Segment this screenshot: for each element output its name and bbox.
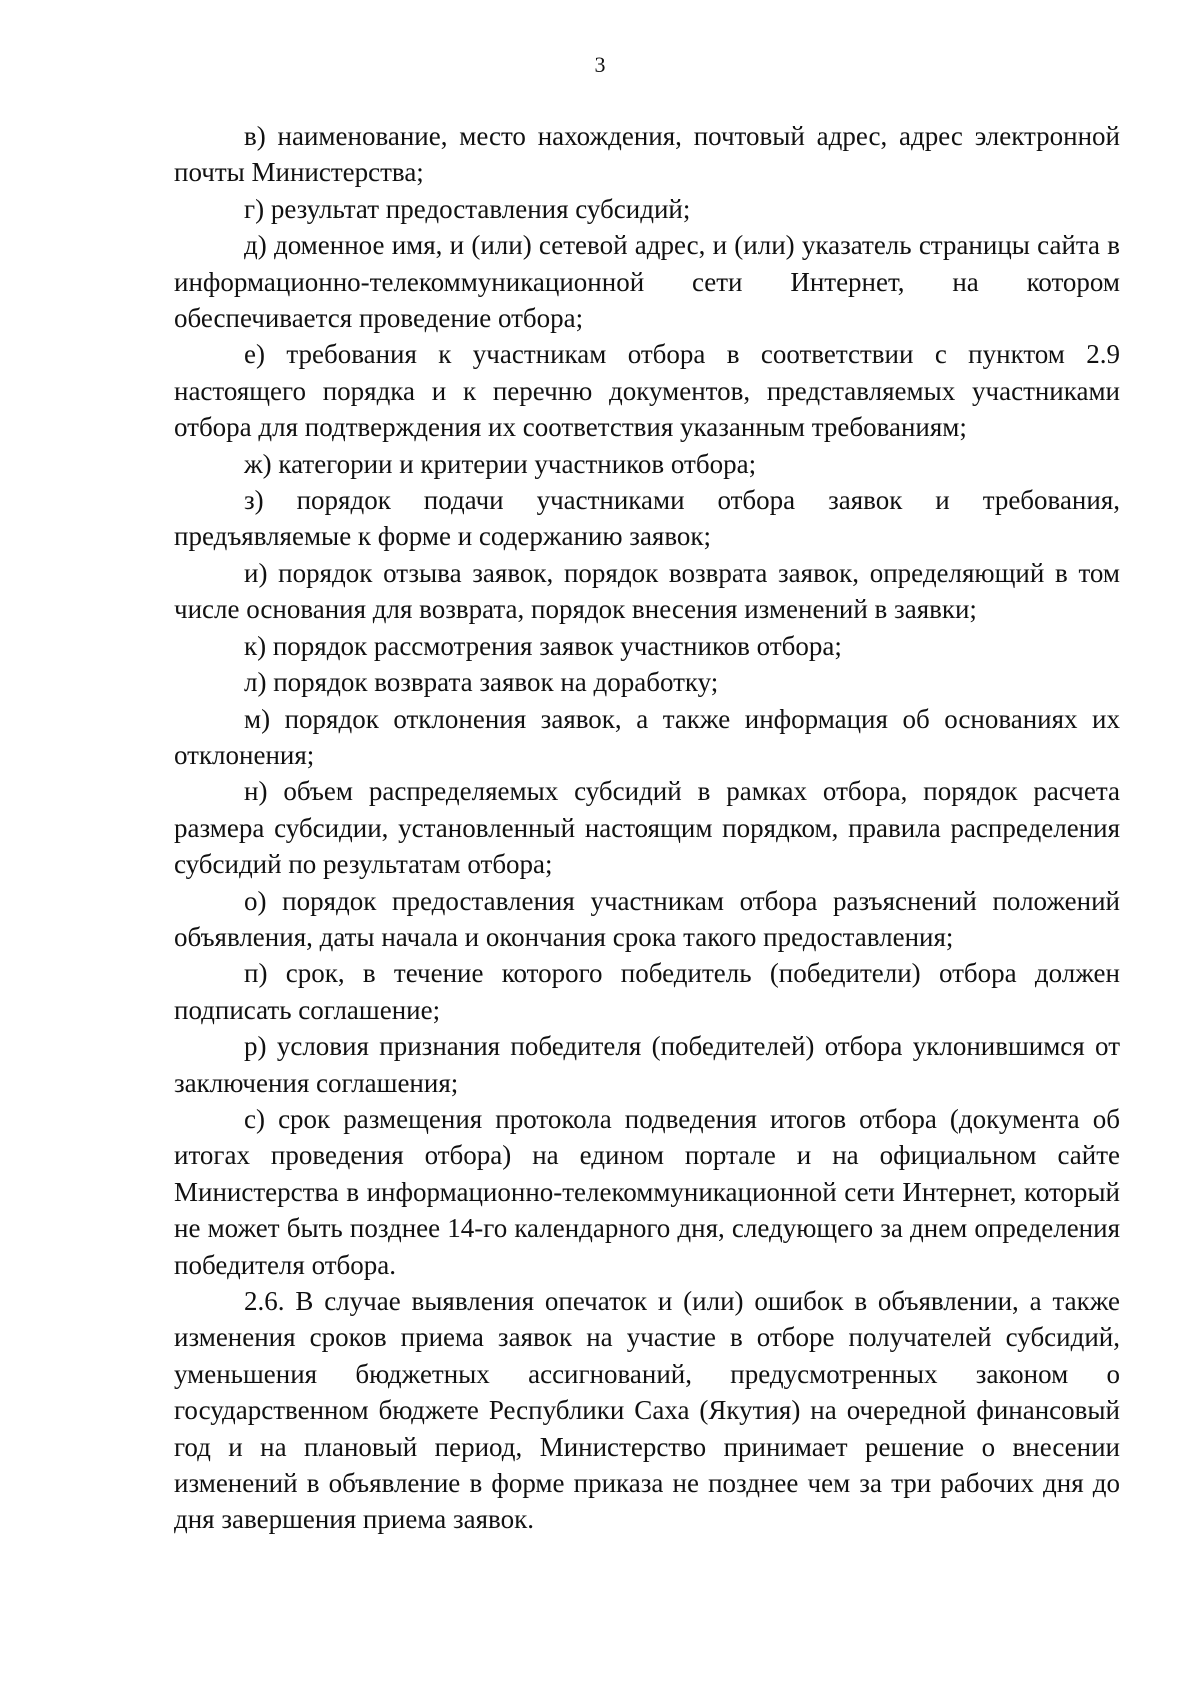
paragraph-i: и) порядок отзыва заявок, порядок возврата заявок, определяющий в том числе основания для возврата, порядок внесения изменений в заявки; <box>174 557 1120 625</box>
paragraph-k: к) порядок рассмотрения заявок участников отбора; <box>244 630 842 661</box>
paragraph-e: е) требования к участникам отбора в соответствии с пунктом 2.9 настоящего порядка и к перечню документов, представляемых участниками отбора для подтверждения их соответствия указанным требованиям; <box>174 339 1120 443</box>
paragraph-r: р) условия признания победителя (победителей) отбора уклонившимся от заключения соглашения; <box>174 1031 1120 1098</box>
document-body <box>174 118 1120 1538</box>
paragraph-2-6: 2.6. В случае выявления опечаток и (или) ошибок в объявлении, а также изменения сроков приема заявок на участие в отборе получателей субсидий, уменьшения бюджетных ассигнований, предусмотренных законом о государственном бюджете Республики Саха (Якутия) на очередной финансовый год и на плановый период, Министерство принимает решение о внесении изменений в объявление в форме приказа не позднее чем за три рабочих дня до дня завершения приема заявок. <box>174 1286 1120 1535</box>
paragraph-m: м) порядок отклонения заявок, а также информация об основаниях их отклонения; <box>174 703 1120 770</box>
paragraph-g: г) результат предоставления субсидий; <box>244 193 691 224</box>
paragraph-d: д) доменное имя, и (или) сетевой адрес, и (или) указатель страницы сайта в информационно-телекоммуникационной сети Интернет, на котором обеспечивается проведение отбора; <box>174 230 1120 334</box>
paragraph-zh: ж) категории и критерии участников отбора; <box>244 448 757 479</box>
paragraph-s: с) срок размещения протокола подведения итогов отбора (документа об итогах проведения отбора) на едином портале и на официальном сайте Министерства в информационно-телекоммуникационной сети Интернет, который не может быть позднее 14-го календарного дня, следующего за днем определения победителя отбора. <box>174 1103 1120 1280</box>
paragraph-v: в) наименование, место нахождения, почтовый адрес, адрес электронной почты Министерства; <box>174 121 1120 188</box>
paragraph-n: н) объем распределяемых субсидий в рамках отбора, порядок расчета размера субсидии, установленный настоящим порядком, правила распределения субсидий по результатам отбора; <box>174 776 1120 880</box>
paragraph-o: о) порядок предоставления участникам отбора разъяснений положений объявления, даты начала и окончания срока такого предоставления; <box>174 885 1120 952</box>
paragraph-z: з) порядок подачи участниками отбора заявок и требования, предъявляемые к форме и содержанию заявок; <box>174 485 1120 552</box>
page-number: 3 <box>594 52 606 77</box>
paragraph-l: л) порядок возврата заявок на доработку; <box>244 667 719 698</box>
paragraph-p: п) срок, в течение которого победитель (победители) отбора должен подписать соглашение; <box>174 958 1120 1025</box>
